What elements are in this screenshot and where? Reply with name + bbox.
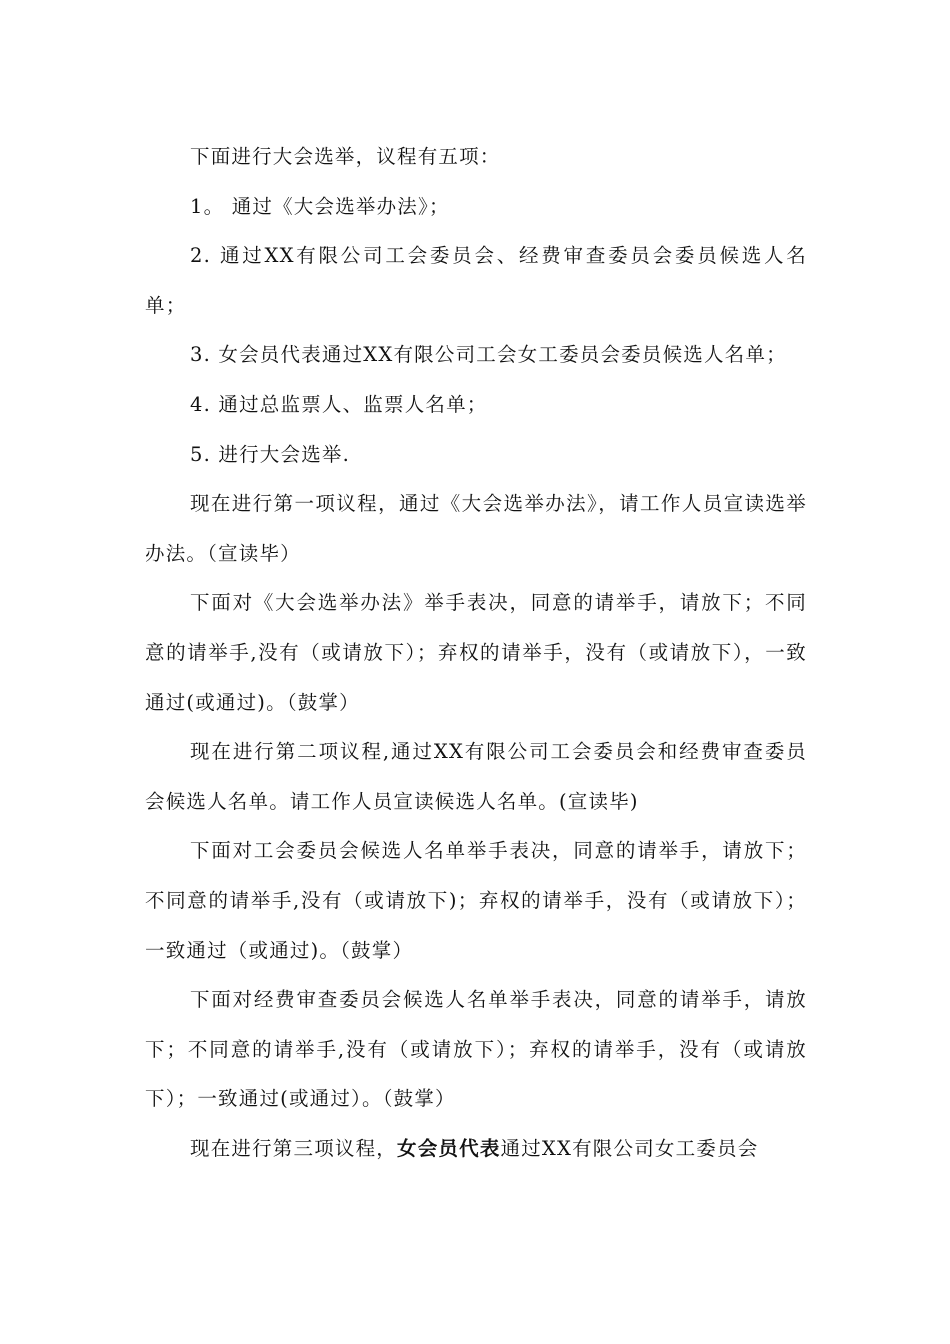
third-agenda-bold-text: 女会员代表: [397, 1136, 501, 1160]
paragraph-union-committee-vote: 下面对工会委员会候选人名单举手表决，同意的请举手，请放下；不同意的请举手,没有（或请放下)；弃权的请举手，没有（或请放下）；一致通过（或通过)。（鼓掌）: [145, 839, 807, 962]
document-page: [145, 132, 807, 1173]
paragraph-second-agenda: 现在进行第二项议程,通过XX有限公司工会委员会和经费审查委员会候选人名单。请工作人员宣读候选人名单。(宣读毕): [145, 740, 807, 813]
agenda-item-1: 1。 通过《大会选举办法》；: [190, 194, 450, 218]
paragraph-first-vote: 下面对《大会选举办法》举手表决，同意的请举手，请放下；不同意的请举手,没有（或请放下）；弃权的请举手，没有（或请放下），一致通过(或通过)。（鼓掌）: [145, 591, 807, 714]
paragraph-first-agenda: 现在进行第一项议程，通过《大会选举办法》，请工作人员宣读选举办法。（宣读毕）: [145, 492, 807, 565]
third-agenda-text-end: 通过XX有限公司女工委员会: [500, 1136, 759, 1160]
paragraph-audit-committee-vote: 下面对经费审查委员会候选人名单举手表决，同意的请举手，请放下；不同意的请举手,没有（或请放下）；弃权的请举手，没有（或请放下）；一致通过(或通过）。（鼓掌）: [145, 988, 807, 1111]
third-agenda-text-start: 现在进行第三项议程，: [190, 1136, 398, 1160]
paragraph-third-agenda: [145, 1124, 807, 1174]
agenda-item-4: 4. 通过总监票人、监票人名单；: [190, 392, 488, 416]
agenda-item-5: 5. 进行大会选举.: [190, 442, 351, 466]
agenda-item-2: 2. 通过XX有限公司工会委员会、经费审查委员会委员候选人名单；: [145, 244, 807, 317]
agenda-item-3: 3. 女会员代表通过XX有限公司工会女工委员会委员候选人名单；: [190, 343, 787, 367]
paragraph-intro: 下面进行大会选举，议程有五项：: [190, 145, 501, 168]
